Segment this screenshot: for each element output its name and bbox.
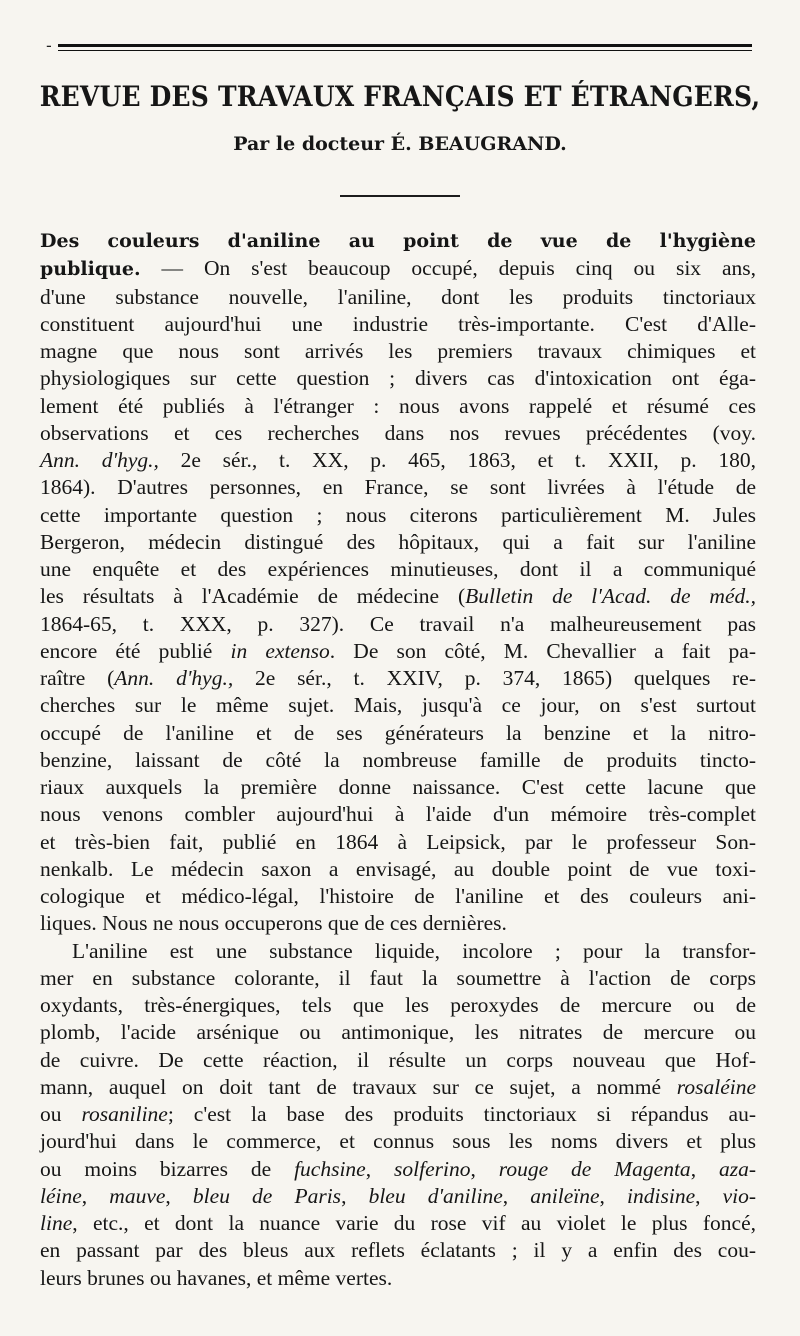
text-line: et très-bien fait, publié en 1864 à Leipsick, par le professeur Son-	[40, 829, 756, 854]
text-line: occupé de l'aniline et de ses générateurs la benzine et la nitro-	[40, 720, 756, 745]
italic-term: vio-	[722, 1183, 757, 1208]
text-line: cherches sur le même sujet. Mais, jusqu'à ce jour, on s'est surtout	[40, 693, 756, 718]
italic-term: bleu de Paris	[192, 1183, 342, 1208]
text-line: une enquête et des expériences minutieuses, dont il a communiqué	[40, 557, 756, 581]
text-line: oxydants, très-énergiques, tels que les peroxydes de mercure ou de	[40, 993, 756, 1017]
text-line: plomb, l'acide arsénique ou antimonique, les nitrates de mercure ou	[40, 1020, 756, 1045]
text-line: liques. Nous ne nous occuperons que de ces dernières.	[40, 911, 507, 936]
text-line: 1864-65, t. XXX, p. 327). Ce travail n'a malheureusement pas	[40, 611, 756, 636]
text-line: line, etc., et dont la nuance varie du rose vif au violet le plus foncé,	[40, 1211, 756, 1235]
citation-italic: Ann. d'hyg.,	[40, 448, 159, 472]
text-line: cette importante question ; nous citerons particulièrement M. Jules	[40, 502, 756, 527]
italic-term: fuchsine	[294, 1156, 366, 1181]
italic-term: bleu d'aniline	[368, 1183, 503, 1208]
italic-term: rouge de Magenta	[498, 1156, 691, 1181]
text-line: raître (Ann. d'hyg., 2e sér., t. XXIV, p. 374, 1865) quelques re-	[40, 666, 756, 690]
text-line: nous venons combler aujourd'hui à l'aide d'un mémoire très-complet	[40, 802, 756, 827]
text-line: Bergeron, médecin distingué des hôpitaux, qui a fait sur l'aniline	[40, 529, 756, 554]
section-heading-end: publique.	[40, 258, 141, 281]
text-line: magne que nous sont arrivés les premiers travaux chimiques et	[40, 339, 756, 363]
italic-term: rosaniline	[81, 1102, 168, 1126]
text-line: publique. — On s'est beaucoup occupé, depuis cinq ou six ans,	[40, 256, 756, 281]
text-line: lement été publiés à l'étranger : nous avons rappelé et résumé ces	[40, 393, 756, 418]
page-title: REVUE DES TRAVAUX FRANÇAIS ET ÉTRANGERS,	[39, 80, 761, 113]
citation-italic: Ann. d'hyg.,	[114, 666, 234, 690]
text-line: ou moins bizarres de fuchsine, solferino, rouge de Magenta, aza-	[40, 1156, 757, 1181]
section-separator	[340, 195, 460, 197]
text-line: cologique et médico-légal, l'histoire de l'aniline et des couleurs ani-	[40, 884, 756, 908]
italic-term: anileïne	[530, 1183, 600, 1208]
text-line: riaux auxquels la première donne naissance. C'est cette lacune que	[40, 775, 756, 799]
italic-term: line	[40, 1211, 73, 1235]
text-line: en passant par des bleus aux reflets éclatants ; il y a enfin des cou-	[40, 1238, 756, 1263]
text-line: mer en substance colorante, il faut la soumettre à l'action de corps	[40, 965, 756, 990]
italic-term: in extenso	[230, 638, 330, 663]
text-line: d'une substance nouvelle, l'aniline, dont les produits tinctoriaux	[40, 284, 756, 309]
article-body	[40, 227, 756, 1292]
text-line: constituent aujourd'hui une industrie très-importante. C'est d'Alle-	[40, 311, 756, 336]
text-line	[40, 227, 756, 255]
text-line: jourd'hui dans le commerce, et connus sous les noms divers et plus	[40, 1129, 756, 1154]
section-heading: Des couleurs d'aniline au point de vue de l'hygiène	[40, 230, 756, 252]
citation-italic: Bulletin de l'Acad. de méd.,	[465, 584, 756, 609]
corner-mark: -	[46, 36, 52, 55]
text-line: ou rosaniline; c'est la base des produits tinctoriaux si répandus au-	[40, 1102, 757, 1126]
text-line: benzine, laissant de côté la nombreuse famille de produits tincto-	[40, 747, 756, 772]
author-line: Par le docteur É. BEAUGRAND.	[233, 133, 567, 155]
text-line: physiologiques sur cette question ; divers cas d'intoxication ont éga-	[40, 366, 756, 391]
text-line: Ann. d'hyg., 2e sér., t. XX, p. 465, 1863, et t. XXII, p. 180,	[40, 448, 756, 472]
text-line: L'aniline est une substance liquide, incolore ; pour la transfor-	[72, 938, 756, 963]
text-line: leurs brunes ou havanes, et même vertes.	[40, 1265, 393, 1290]
text-line: de cuivre. De cette réaction, il résulte un corps nouveau que Hof-	[40, 1047, 756, 1072]
italic-term: solferino	[394, 1156, 471, 1181]
text-line: mann, auquel on doit tant de travaux sur ce sujet, a nommé rosaléine	[40, 1074, 756, 1099]
text-line: les résultats à l'Académie de médecine (Bulletin de l'Acad. de méd.,	[40, 584, 756, 609]
top-rule-thin	[58, 50, 752, 51]
text-line: encore été publié in extenso. De son côté, M. Chevallier a fait pa-	[40, 638, 756, 663]
text-line: léine, mauve, bleu de Paris, bleu d'aniline, anileïne, indisine, vio-	[40, 1183, 757, 1208]
italic-term: léine	[40, 1183, 82, 1208]
text-line: nenkalb. Le médecin saxon a envisagé, au double point de vue toxi-	[40, 856, 756, 881]
text-line: 1864). D'autres personnes, en France, se sont livrées à l'étude de	[40, 475, 756, 500]
italic-term: rosaléine	[676, 1074, 756, 1099]
italic-term: aza-	[718, 1156, 757, 1181]
top-rule	[58, 44, 752, 47]
italic-term: mauve	[109, 1183, 166, 1208]
text-line: observations et ces recherches dans nos revues précédentes (voy.	[40, 420, 756, 445]
italic-term: indisine	[627, 1183, 696, 1208]
